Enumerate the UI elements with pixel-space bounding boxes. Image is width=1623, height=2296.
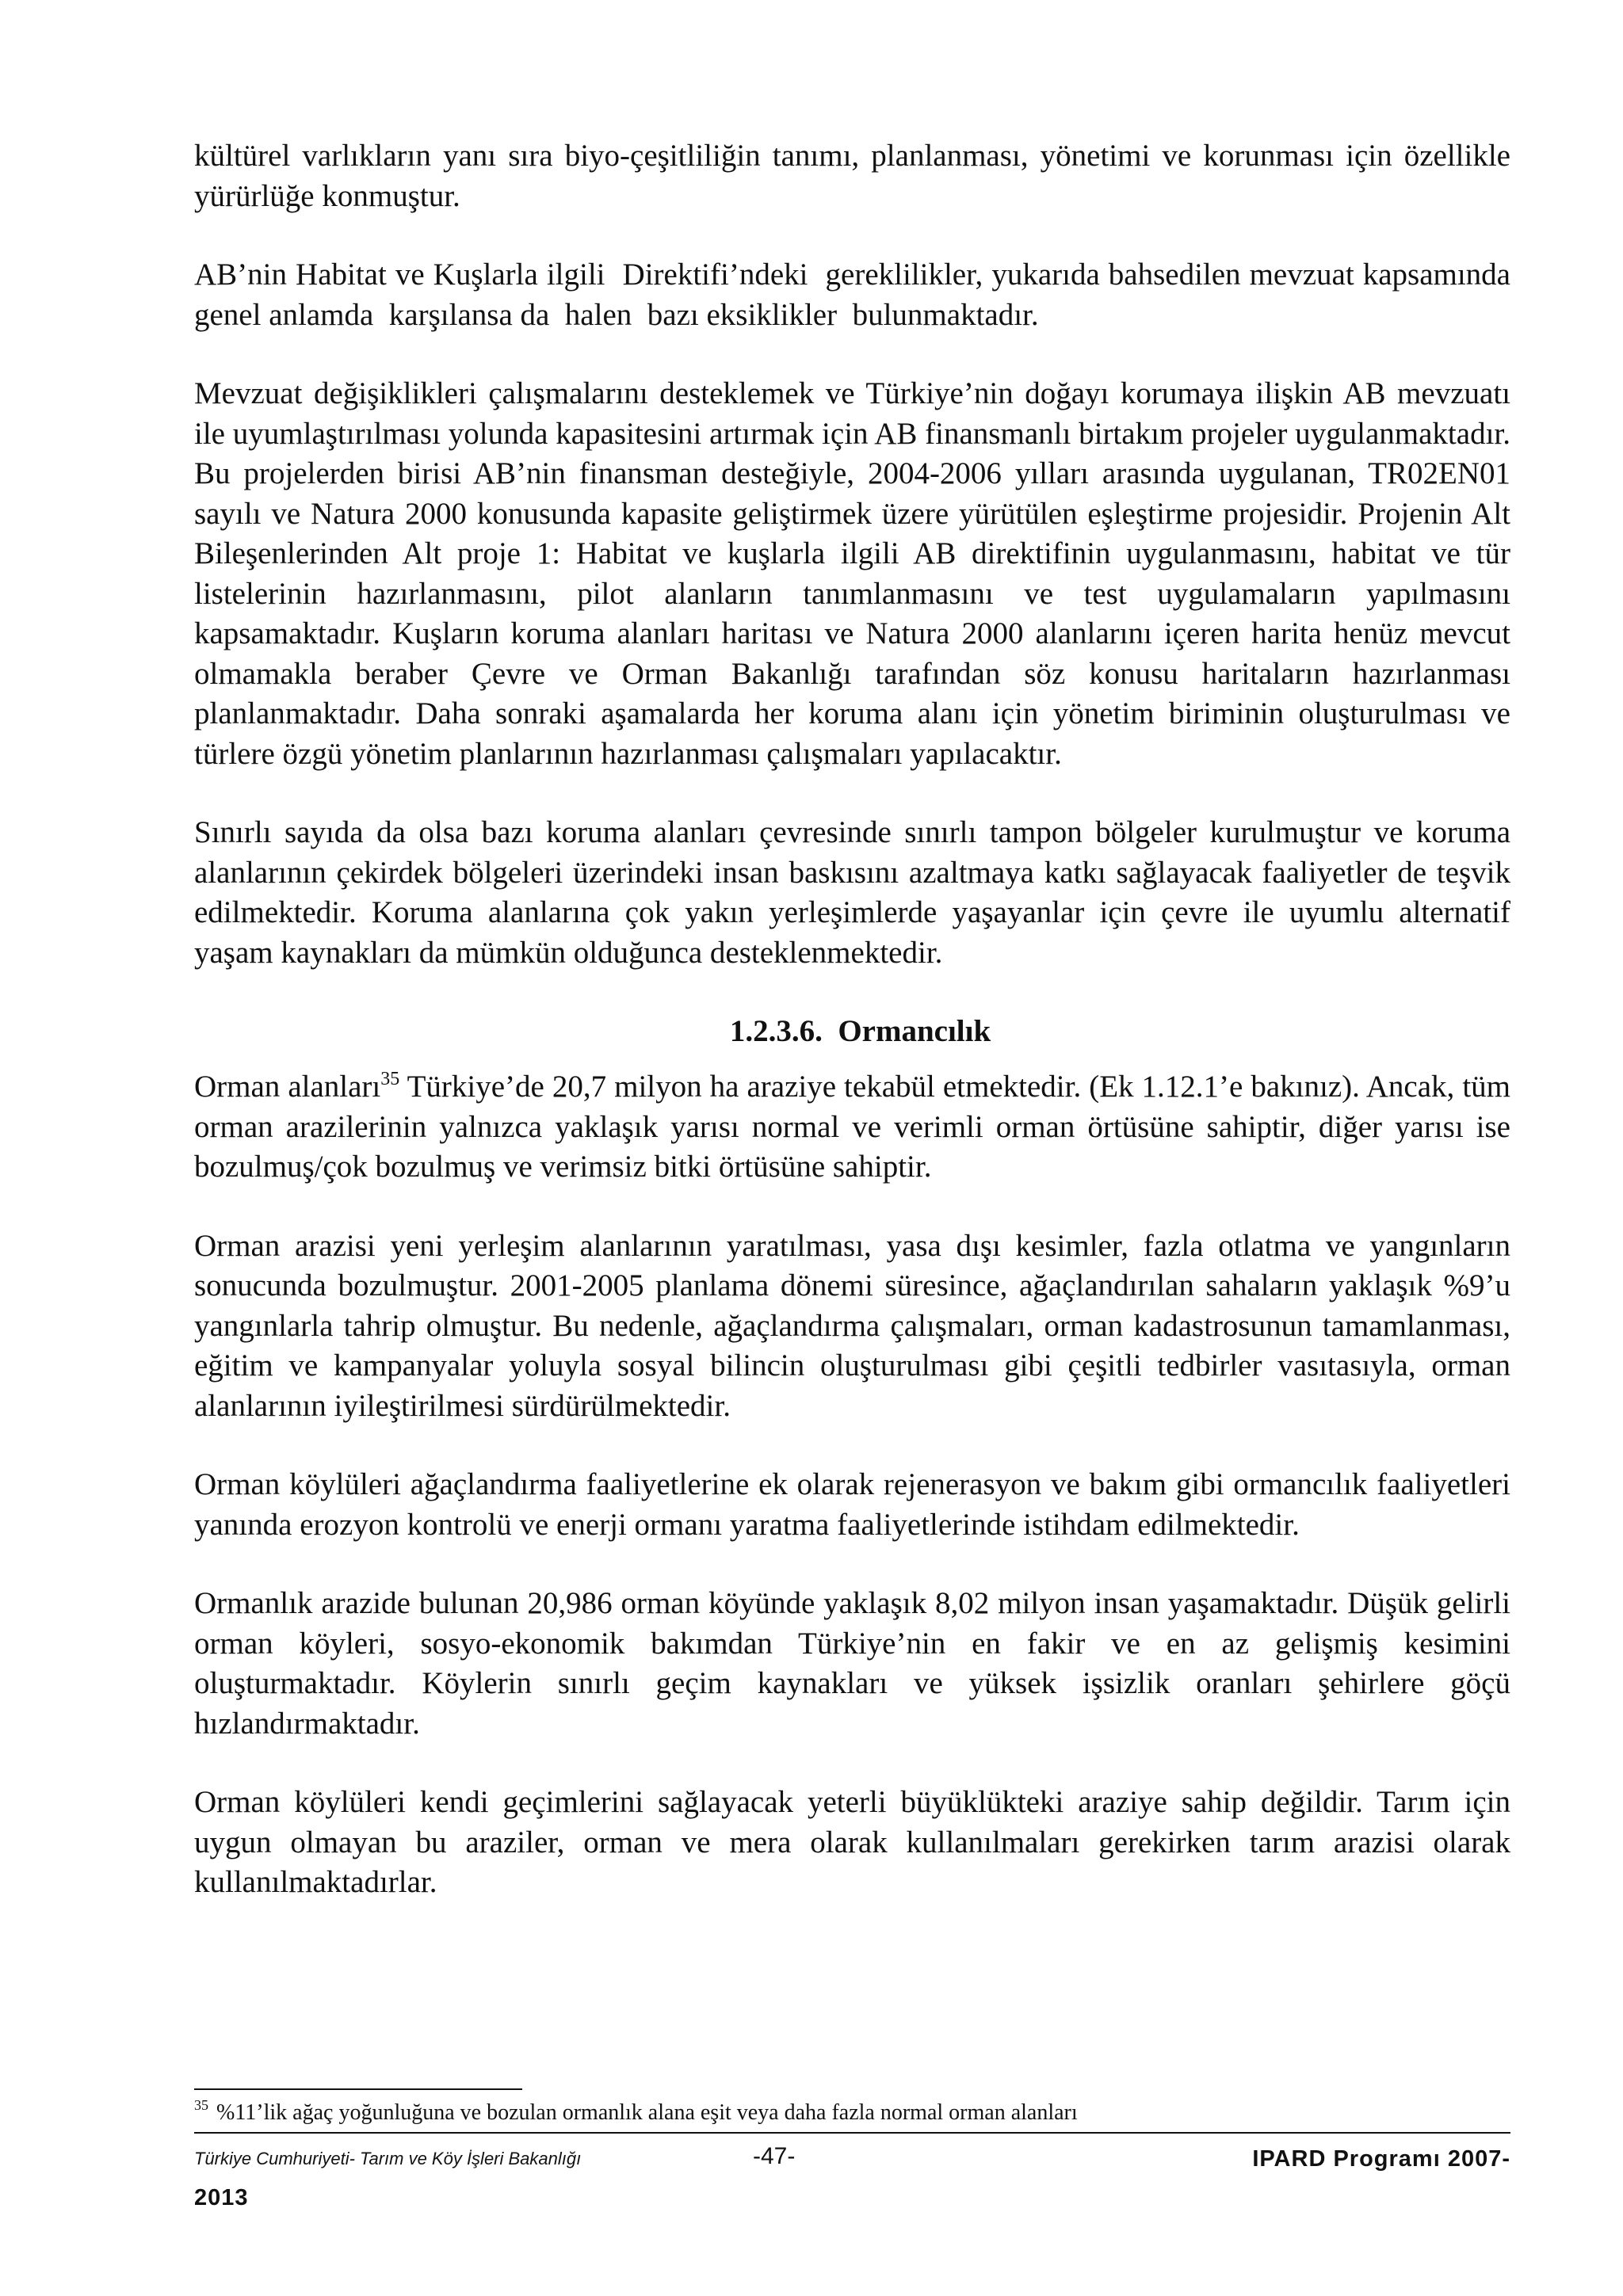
paragraph-habitat-directive: AB’nin Habitat ve Kuşlarla ilgili Direktifi’ndeki gereklilikler, yukarıda bahsedilen mevzuat kapsamında genel anlamda karşılansa da halen bazı eksiklikler bulunmaktadır. — [194, 257, 1518, 332]
paragraph-forest-areas-start: Orman alanları — [194, 1070, 381, 1104]
footnote-reference[interactable]: 35 — [380, 1069, 400, 1089]
body-text — [194, 136, 1518, 1942]
paragraph-forest-areas-rest: Türkiye’de 20,7 milyon ha araziye tekabül etmektedir. (Ek 1.12.1’e bakınız). Ancak, tüm orman arazilerinin yalnızca yaklaşık yarısı normal ve verimli orman örtüsüne sahiptir, diğer yarısı ise bozulmuş/çok bozulmuş ve verimsiz bitki örtüsüne sahiptir. — [194, 1070, 1510, 1184]
page-number: -47- — [753, 2143, 796, 2169]
paragraph-legislation-projects: Mevzuat değişiklikleri çalışmalarını desteklemek ve Türkiye’nin doğayı korumaya ilişkin AB mevzuatı ile uyumlaştırılması yolunda kapasitesini artırmak için AB finansmanlı birtakım projeler uygulanmaktadır. Bu projelerden birisi AB’nin finansman desteğiyle, 2004-2006 yılları arasında uygulanan, TR02EN01 sayılı ve Natura 2000 konusunda kapasite geliştirmek üzere yürütülen eşleştirme projesidir. Projenin Alt Bileşenlerinden Alt proje 1: Habitat ve kuşlarla ilgili AB direktifinin uygulanmasını, habitat ve tür listelerinin hazırlanmasını, pilot alanların tanımlanmasını ve test uygulamaların yapılmasını kapsamaktadır. Kuşların koruma alanları haritası ve Natura 2000 alanlarını içeren harita henüz mevcut olmamakla beraber Çevre ve Orman Bakanlığı tarafından söz konusu haritaların hazırlanması planlanmaktadır. Daha sonraki aşamalarda her koruma alanı için yönetim biriminin oluşturulması ve türlere özgü yönetim planlarının hazırlanması çalışmaları yapılacaktır. — [194, 376, 1510, 771]
footnote-text: %11’lik ağaç yoğunluğuna ve bozulan ormanlık alana eşit veya daha fazla normal orman alanları — [216, 2100, 1078, 2125]
footnote — [194, 2097, 1510, 2126]
paragraph-forest-degradation: Orman arazisi yeni yerleşim alanlarının yaratılması, yasa dışı kesimler, fazla otlatma ve yangınların sonucunda bozulmuştur. 2001-2005 planlama dönemi süresince, ağaçlandırılan sahaların yaklaşık %9’u yangınlarla tahrip olmuştur. Bu nedenle, ağaçlandırma çalışmaları, orman kadastrosunun tamamlanması, eğitim ve kampanyalar yoluyla sosyal bilincin oluşturulması gibi çeşitli tedbirler vasıtasıyla, orman alanlarının iyileştirilmesi sürdürülmektedir. — [194, 1228, 1510, 1423]
footer-program-year: 2013 — [194, 2185, 249, 2210]
paragraph-forest-areas — [194, 1067, 1510, 1188]
paragraph-forest-villagers-employment: Orman köylüleri ağaçlandırma faaliyetlerine ek olarak rejenerasyon ve bakım gibi ormancılık faaliyetleri yanında erozyon kontrolü ve enerji ormanı yaratma faaliyetlerinde istihdam edilmektedir. — [194, 1467, 1510, 1542]
footer-ministry: Türkiye Cumhuriyeti- Tarım ve Köy İşleri Bakanlığı — [194, 2149, 582, 2168]
footnote-separator — [194, 2088, 522, 2090]
footer-program-title: IPARD Programı 2007- — [1252, 2146, 1510, 2172]
footer-separator — [194, 2132, 1510, 2134]
paragraph-forest-villages: Ormanlık arazide bulunan 20,986 orman köyünde yaklaşık 8,02 milyon insan yaşamaktadır. Düşük gelirli orman köyleri, sosyo-ekonomik bakımdan Türkiye’nin en fakir ve en az gelişmiş kesimini oluşturmaktadır. Köylerin sınırlı geçim kaynakları ve yüksek işsizlik oranları şehirlere göçü hızlandırmaktadır. — [194, 1586, 1510, 1741]
section-heading-forestry: 1.2.3.6. Ormancılık — [729, 1014, 991, 1048]
paragraph-biodiversity: kültürel varlıkların yanı sıra biyo-çeşitliliğin tanımı, planlanması, yönetimi ve korunması için özellikle yürürlüğe konmuştur. — [194, 139, 1510, 213]
footnote-number: 35 — [194, 2097, 208, 2113]
paragraph-land-use: Orman köylüleri kendi geçimlerini sağlayacak yeterli büyüklükteki araziye sahip değildir. Tarım için uygun olmayan bu araziler, orman ve mera olarak kullanılmaları gerekirken tarım arazisi olarak kullanılmaktadırlar. — [194, 1785, 1510, 1899]
paragraph-buffer-zones: Sınırlı sayıda da olsa bazı koruma alanları çevresinde sınırlı tampon bölgeler kurulmuştur ve koruma alanlarının çekirdek bölgeleri üzerindeki insan baskısını azaltmaya katkı sağlayacak faaliyetler de teşvik edilmektedir. Koruma alanlarına çok yakın yerleşimlerde yaşayanlar için çevre ile uyumlu alternatif yaşam kaynakları da mümkün olduğunca desteklenmektedir. — [194, 815, 1510, 970]
